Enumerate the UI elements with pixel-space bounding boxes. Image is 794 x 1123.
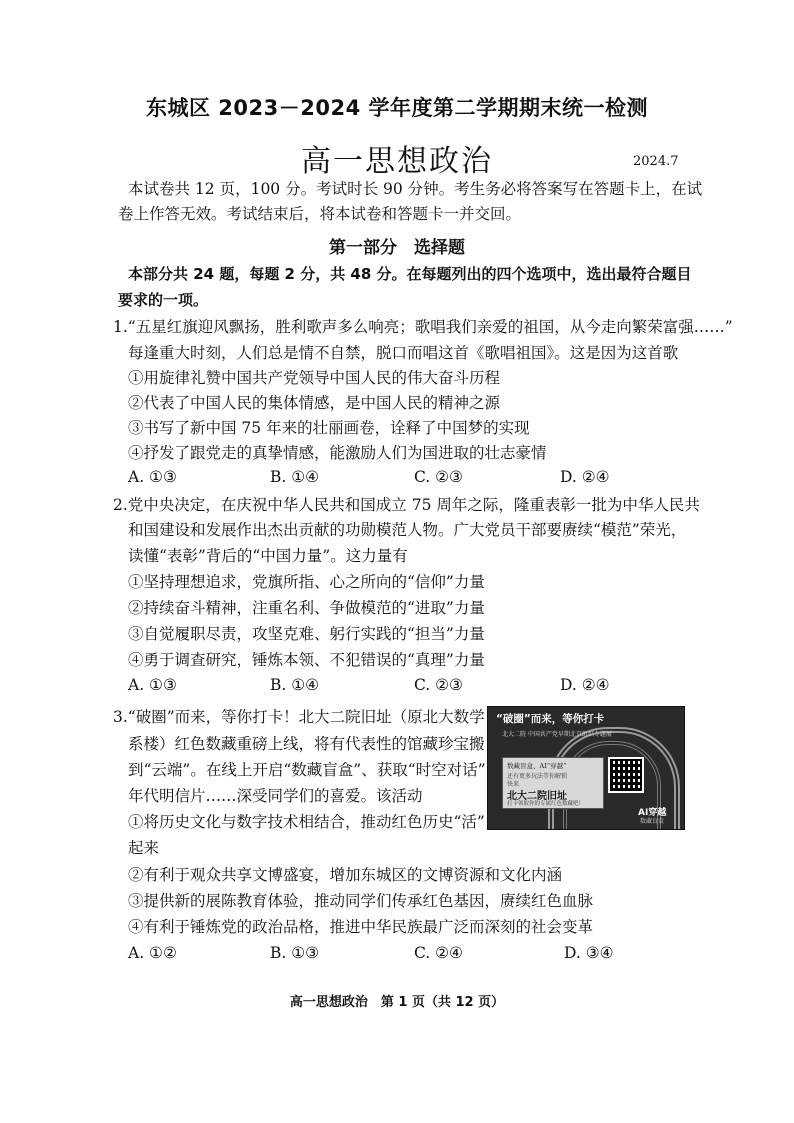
subject-title: 高一思想政治 — [301, 144, 493, 179]
q2-item-1: ①坚持理想追求，党旗所指、心之所向的“信仰”力量 — [128, 573, 485, 591]
q3-option-a[interactable]: A. ①② — [128, 944, 177, 962]
qr-code-icon — [608, 757, 644, 793]
q2-item-4: ④勇于调查研究，锤炼本领、不犯错误的“真理”力量 — [128, 651, 485, 669]
q1-options — [128, 468, 688, 490]
q3-item-2: ②有利于观众共享文博盛宴，增加东城区的文博资源和文化内涵 — [128, 866, 563, 884]
instructions-line-2: 卷上作答无效。考试结束后，将本试卷和答题卡一并交回。 — [118, 205, 522, 223]
q2-option-c[interactable]: C. ②③ — [414, 676, 463, 694]
q3-item-3: ③提供新的展陈教育体验，推动同学们传承红色基因，赓续红色血脉 — [128, 892, 594, 910]
q3-option-c[interactable]: C. ②④ — [414, 944, 463, 962]
q2-item-3: ③自觉履职尽责，攻坚克难、躬行实践的“担当”力量 — [128, 625, 485, 643]
q1-option-a[interactable]: A. ①③ — [128, 468, 177, 486]
q3-item-1: ①将历史文化与数字技术相结合，推动红色历史“活” — [128, 813, 485, 831]
poster-card — [502, 757, 604, 809]
poster-card-line-2: 还有更多玩法等你解锁 — [507, 773, 568, 780]
q1-item-3: ③书写了新中国 75 年来的壮丽画卷，诠释了中国梦的实现 — [128, 419, 530, 437]
part-desc-line-1: 本部分共 24 题，每题 2 分，共 48 分。在每题列出的四个选项中，选出最符合题目 — [128, 265, 692, 283]
q1-item-1: ①用旋律礼赞中国共产党领导中国人民的伟大奋斗历程 — [128, 369, 501, 387]
part-title: 第一部分 选择题 — [329, 238, 465, 258]
q1-option-c[interactable]: C. ②③ — [414, 468, 463, 486]
q3-stem-line-4: 年代明信片……深受同学们的喜爱。该活动 — [128, 787, 423, 805]
q1-stem-line-1: 1.“五星红旗迎风飘扬，胜利歌声多么响亮；歌唱我们亲爱的祖国，从今走向繁荣富强……” — [113, 318, 733, 336]
q1-item-2: ②代表了中国人民的集体情感，是中国人民的精神之源 — [128, 394, 501, 412]
poster-subtitle: 北大二院 中国共产党早期北京组织专题展 — [502, 731, 612, 738]
exam-date: 2024.7 — [633, 154, 679, 169]
q3-options — [128, 944, 688, 966]
q2-stem-line-1: 2.党中央决定，在庆祝中华人民共和国成立 75 周年之际，隆重表彰一批为中华人民共 — [113, 496, 700, 514]
q2-option-b[interactable]: B. ①④ — [270, 676, 320, 694]
q3-stem-line-3: 到“云端”。在线上开启“数藏盲盒”、获取“时空对话” — [128, 761, 486, 779]
q3-item-1-cont: 起来 — [128, 839, 160, 857]
q3-poster-image — [487, 706, 685, 830]
q3-stem-line-2: 系楼）红色数藏重磅上线，将有代表性的馆藏珍宝搬 — [128, 735, 485, 753]
poster-card-line-5: 打卡领取你的专属红色数藏吧！ — [507, 801, 585, 807]
q3-stem-line-1: 3.“破圈”而来，等你打卡！北大二院旧址（原北大数学 — [113, 708, 485, 726]
poster-ai-sub: 数藏盲盒 — [640, 818, 665, 825]
q3-option-b[interactable]: B. ①③ — [270, 944, 320, 962]
poster-title: “破圈”而来，等你打卡 — [496, 713, 605, 725]
exam-title: 东城区 2023－2024 学年度第二学期期末统一检测 — [145, 96, 648, 120]
poster-card-line-3: 快来 — [507, 781, 520, 788]
q1-option-d[interactable]: D. ②④ — [560, 468, 610, 486]
q2-stem-line-2: 和国建设和发展作出杰出贡献的功勋模范人物。广大党员干部要赓续“模范”荣光， — [128, 521, 687, 539]
poster-ai-label: AI穿越 — [638, 808, 667, 818]
q1-stem-line-2: 每逢重大时刻，人们总是情不自禁，脱口而唱这首《歌唱祖国》。这是因为这首歌 — [128, 344, 679, 362]
q3-option-d[interactable]: D. ③④ — [564, 944, 614, 962]
q1-item-4: ④抒发了跟党走的真挚情感，能激励人们为国进取的壮志豪情 — [128, 444, 547, 462]
q2-options — [128, 676, 688, 698]
poster-card-line-1: 数藏盲盒、AI“穿越” — [507, 762, 567, 770]
part-desc-line-2: 要求的一项。 — [118, 291, 209, 309]
page-footer: 高一思想政治 第 1 页（共 12 页） — [289, 995, 505, 1010]
instructions-line-1: 本试卷共 12 页，100 分。考试时长 90 分钟。考生务必将答案写在答题卡上，在试 — [128, 180, 703, 198]
q2-option-d[interactable]: D. ②④ — [560, 676, 610, 694]
poster-card-name: 北大二院旧址 — [507, 791, 567, 802]
q2-item-2: ②持续奋斗精神，注重名利、争做模范的“进取”力量 — [128, 599, 485, 617]
q2-option-a[interactable]: A. ①③ — [128, 676, 177, 694]
q2-stem-line-3: 读懂“表彰”背后的“中国力量”。这力量有 — [128, 547, 408, 565]
q1-option-b[interactable]: B. ①④ — [270, 468, 320, 486]
q3-item-4: ④有利于锤炼党的政治品格，推进中华民族最广泛而深刻的社会变革 — [128, 918, 594, 936]
